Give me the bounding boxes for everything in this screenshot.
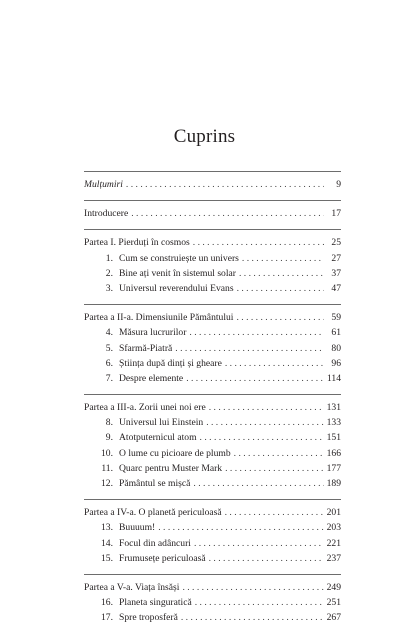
dot-leader <box>242 251 324 266</box>
page-number: 9 <box>336 179 341 190</box>
entry-title: Atotputernicul atom <box>119 432 197 444</box>
page-number: 267 <box>326 612 341 624</box>
chapter-number: 13. <box>101 522 113 534</box>
page-number: 177 <box>326 462 341 474</box>
dot-leader <box>237 281 324 296</box>
dot-leader <box>225 356 324 371</box>
chapter-number: 8. <box>105 417 113 429</box>
dot-leader <box>234 446 324 461</box>
entry-title: Mulțumiri <box>84 179 123 190</box>
chapter-number: 16. <box>101 597 113 609</box>
entry-title: Spre troposferă <box>119 612 178 624</box>
entry-title: O lume cu picioare de plumb <box>119 447 231 459</box>
page-number: 96 <box>331 357 341 369</box>
entry-title: Buuuum! <box>119 522 156 534</box>
page-number: 237 <box>326 552 341 564</box>
toc-chapter-entry <box>84 415 341 430</box>
page-number: 59 <box>331 312 341 324</box>
dot-leader <box>236 310 324 325</box>
dot-leader <box>181 610 324 625</box>
entry-title: Măsura lucrurilor <box>119 327 187 339</box>
toc-part-entry <box>84 400 341 415</box>
chapter-number: 6. <box>105 357 113 369</box>
chapter-number: 12. <box>101 478 113 489</box>
page-number: 80 <box>331 342 341 354</box>
entry-title: Frumusețe periculoasă <box>119 552 206 564</box>
toc-chapter-entry <box>84 341 341 356</box>
page-number: 61 <box>331 327 341 339</box>
entry-title: Partea a II-a. Dimensiunile Pământului <box>84 312 234 324</box>
toc-section <box>84 171 341 200</box>
toc-chapter-entry <box>84 595 341 610</box>
page-number: 151 <box>326 432 341 444</box>
chapter-number: 5. <box>105 342 113 354</box>
dot-leader <box>209 400 324 415</box>
table-of-contents <box>84 171 341 634</box>
dot-leader <box>225 505 324 520</box>
entry-title: Partea I. Pierduți în cosmos <box>84 237 190 249</box>
chapter-number: 17. <box>101 612 113 624</box>
toc-chapter-entry <box>84 266 341 281</box>
toc-part-entry <box>84 177 341 192</box>
chapter-number: 4. <box>105 327 113 339</box>
page-number: 201 <box>326 507 341 519</box>
toc-chapter-entry <box>84 520 341 535</box>
toc-part-entry <box>84 310 341 325</box>
page-number: 114 <box>326 372 341 384</box>
entry-title: Bine ați venit în sistemul solar <box>119 267 236 279</box>
entry-title: Pământul se mișcă <box>119 478 191 489</box>
toc-chapter-entry <box>84 325 341 340</box>
dot-leader <box>186 371 324 386</box>
toc-section <box>84 574 341 634</box>
chapter-number: 10. <box>101 447 113 459</box>
toc-section <box>84 304 341 394</box>
entry-title: Partea a V-a. Viața însăși <box>84 581 180 593</box>
toc-part-entry <box>84 505 341 520</box>
toc-section <box>84 394 341 499</box>
entry-title: Partea a IV-a. O planetă periculoasă <box>84 507 222 519</box>
page-number: 249 <box>326 581 341 593</box>
page-number: 131 <box>326 402 341 414</box>
dot-leader <box>200 430 324 445</box>
page-number: 203 <box>326 522 341 534</box>
entry-title: Quarc pentru Muster Mark <box>119 462 223 474</box>
entry-title: Cum se construiește un univers <box>119 252 239 264</box>
page-number: 189 <box>326 478 341 489</box>
entry-title: Focul din adâncuri <box>119 537 191 549</box>
page-number: 221 <box>326 537 341 549</box>
chapter-number: 11. <box>101 462 113 474</box>
chapter-number: 7. <box>105 372 113 384</box>
dot-leader <box>131 206 324 221</box>
entry-title: Planeta singuratică <box>119 597 192 609</box>
page-title: Cuprins <box>173 126 236 147</box>
toc-section <box>84 200 341 229</box>
toc-part-entry <box>84 206 341 221</box>
toc-part-entry <box>84 235 341 250</box>
dot-leader <box>194 536 324 551</box>
entry-title: Partea a III-a. Zorii unei noi ere <box>84 402 206 414</box>
page-number: 37 <box>331 267 341 279</box>
toc-chapter-entry <box>84 461 341 476</box>
toc-chapter-entry <box>84 551 341 566</box>
page-number: 27 <box>331 252 341 264</box>
page-number: 25 <box>331 237 341 249</box>
chapter-number: 9. <box>105 432 113 444</box>
chapter-number: 3. <box>105 282 113 294</box>
page-number: 47 <box>331 282 341 294</box>
toc-chapter-entry <box>84 356 341 371</box>
dot-leader <box>239 266 324 281</box>
entry-title: Introducere <box>84 208 129 220</box>
chapter-number: 15. <box>101 552 113 564</box>
toc-chapter-entry <box>84 476 341 491</box>
entry-title: Universul reverendului Evans <box>119 282 234 294</box>
entry-title: Despre elemente <box>119 372 184 384</box>
dot-leader <box>158 520 323 535</box>
toc-chapter-entry <box>84 430 341 445</box>
entry-title: Universul lui Einstein <box>119 417 204 429</box>
toc-chapter-entry <box>84 281 341 296</box>
dot-leader <box>126 177 324 192</box>
toc-chapter-entry <box>84 536 341 551</box>
page-number: 166 <box>326 447 341 459</box>
chapter-number: 1. <box>105 252 113 264</box>
dot-leader <box>193 235 324 250</box>
dot-leader <box>225 461 324 476</box>
dot-leader <box>209 551 324 566</box>
page-number: 17 <box>331 208 341 220</box>
entry-title: Știința după dinți și gheare <box>119 357 222 369</box>
dot-leader <box>189 325 324 340</box>
dot-leader <box>193 476 323 491</box>
dot-leader <box>195 595 324 610</box>
toc-chapter-entry <box>84 610 341 625</box>
toc-chapter-entry <box>84 251 341 266</box>
page-number: 251 <box>326 597 341 609</box>
toc-section <box>84 499 341 574</box>
toc-chapter-entry <box>84 446 341 461</box>
entry-title: Sfarmă-Piatră <box>119 342 173 354</box>
page-number: 133 <box>326 417 341 429</box>
dot-leader <box>206 415 323 430</box>
chapter-number: 14. <box>101 537 113 549</box>
dot-leader <box>175 341 324 356</box>
toc-chapter-entry <box>84 371 341 386</box>
toc-section <box>84 229 341 304</box>
chapter-number: 2. <box>105 267 113 279</box>
